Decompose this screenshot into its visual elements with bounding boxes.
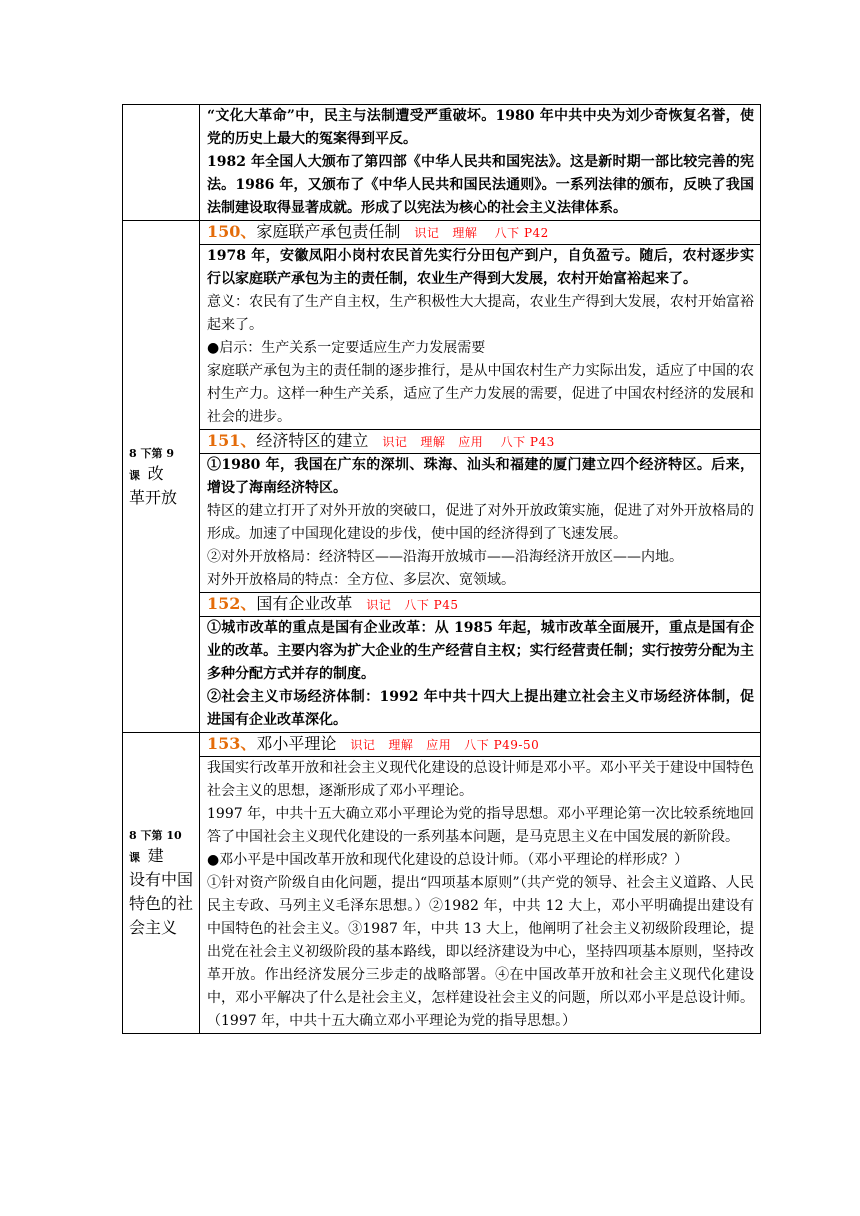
paragraph: 我国实行改革开放和社会主义现代化建设的总设计师是邓小平。邓小平关于建设中国特色社会主义的思想，逐渐形成了邓小平理论。 xyxy=(207,760,754,799)
section-heading-150 xyxy=(200,221,761,245)
section-number: 151、 xyxy=(207,431,257,450)
lesson-label: 8 下第 10 课 建 xyxy=(129,829,182,865)
section-title: 家庭联产承包责任制 xyxy=(256,222,401,241)
content-cell xyxy=(200,617,761,733)
lesson-label-cell xyxy=(123,733,200,1034)
section-tags: 识记 理解 应用 八下 P43 xyxy=(382,435,555,449)
paragraph: “文化大革命”中，民主与法制遭受严重破坏。1980 年中共中央为刘少奇恢复名誉，使党的历史上最大的冤案得到平反。 xyxy=(207,108,754,147)
table-row xyxy=(123,430,761,454)
lesson-title: 设有中国特色的社会主义 xyxy=(129,870,194,937)
lesson-label: 8 下第 9 课 改 xyxy=(129,446,174,483)
lesson-label-cell xyxy=(123,221,200,733)
section-tags: 识记 理解 八下 P42 xyxy=(414,226,549,240)
section-tags: 识记 八下 P45 xyxy=(366,598,459,612)
content-cell xyxy=(200,757,761,1034)
paragraph: 1997 年，中共十五大确立邓小平理论为党的指导思想。邓小平理论第一次比较系统地回答了中国社会主义现代化建设的一系列基本问题，是马克思主义在中国发展的新阶段。 xyxy=(207,806,754,845)
content-cell xyxy=(200,454,761,593)
table-row xyxy=(123,105,761,221)
paragraph: ②对外开放格局：经济特区——沿海开放城市——沿海经济开放区——内地。 xyxy=(207,549,683,565)
content-cell xyxy=(200,245,761,430)
lesson-title: 革开放 xyxy=(129,487,178,507)
document-page xyxy=(122,104,754,1034)
knowledge-table xyxy=(122,104,761,1034)
paragraph: ②社会主义市场经济体制：1992 年中共十四大上提出建立社会主义市场经济体制，促进国有企业改革深化。 xyxy=(207,689,754,728)
section-heading-153 xyxy=(200,733,761,757)
content-cell xyxy=(200,105,761,221)
paragraph: ①针对资产阶级自由化问题，提出“四项基本原则”（共产党的领导、社会主义道路、人民民主专政、马列主义毛泽东思想。）②1982 年，中共 12 大上，邓小平明确提出建设有中国特色的社会主义。③1987 年，中共 13 大上，他阐明了社会主义初级阶段理论，提出党在社会主义初级阶段的基本路线，即以经济建设为中心，坚持四项基本原则，坚持改革开放。作出经济发展分三步走的战略部署。④在中国改革开放和社会主义现代化建设中，邓小平解决了什么是社会主义，怎样建设社会主义的问题，所以邓小平是总设计师。（1997 年，中共十五大确立邓小平理论为党的指导思想。） xyxy=(207,875,754,1029)
paragraph: 意义：农民有了生产自主权，生产积极性大大提高，农业生产得到大发展，农村开始富裕起来了。 xyxy=(207,294,754,333)
table-row xyxy=(123,221,761,245)
section-title: 经济特区的建立 xyxy=(256,431,369,450)
paragraph: 对外开放格局的特点：全方位、多层次、宽领域。 xyxy=(207,572,515,588)
paragraph: 特区的建立打开了对外开放的突破口，促进了对外开放政策实施，促进了对外开放格局的形成。加速了中国现化建设的步伐，使中国的经济得到了飞速发展。 xyxy=(207,503,754,542)
section-number: 150、 xyxy=(207,222,257,241)
paragraph: 家庭联产承包为主的责任制的逐步推行，是从中国农村生产力实际出发，适应了中国的农村生产力。这样一种生产关系，适应了生产力发展的需要，促进了中国农村经济的发展和社会的进步。 xyxy=(207,363,754,425)
section-number: 153、 xyxy=(207,734,257,753)
table-row xyxy=(123,245,761,430)
lesson-label-cell xyxy=(123,105,200,221)
section-title: 邓小平理论 xyxy=(256,734,337,753)
paragraph: ●邓小平是中国改革开放和现代化建设的总设计师。（邓小平理论的样形成？） xyxy=(207,852,689,868)
table-row xyxy=(123,454,761,593)
paragraph: ●启示：生产关系一定要适应生产力发展需要 xyxy=(207,340,486,356)
paragraph: 1982 年全国人大颁布了第四部《中华人民共和国宪法》。这是新时期一部比较完善的宪法。1986 年，又颁布了《中华人民共和国民法通则》。一系列法律的颁布，反映了我国法制建设取得显著成就。形成了以宪法为核心的社会主义法律体系。 xyxy=(207,154,754,216)
table-row xyxy=(123,617,761,733)
table-row xyxy=(123,757,761,1034)
table-row xyxy=(123,593,761,617)
table-row xyxy=(123,733,761,757)
paragraph: ①1980 年，我国在广东的深圳、珠海、汕头和福建的厦门建立四个经济特区。后来，增设了海南经济特区。 xyxy=(207,457,754,496)
section-tags: 识记 理解 应用 八下 P49-50 xyxy=(350,738,540,752)
paragraph: ①城市改革的重点是国有企业改革：从 1985 年起，城市改革全面展开，重点是国有企业的改革。主要内容为扩大企业的生产经营自主权；实行经营责任制；实行按劳分配为主多种分配方式并存的制度。 xyxy=(207,620,754,682)
section-title: 国有企业改革 xyxy=(256,594,353,613)
paragraph: 1978 年，安徽凤阳小岗村农民首先实行分田包产到户，自负盈亏。随后，农村逐步实行以家庭联产承包为主的责任制，农业生产得到大发展，农村开始富裕起来了。 xyxy=(207,248,754,287)
section-heading-152 xyxy=(200,593,761,617)
section-number: 152、 xyxy=(207,594,257,613)
section-heading-151 xyxy=(200,430,761,454)
